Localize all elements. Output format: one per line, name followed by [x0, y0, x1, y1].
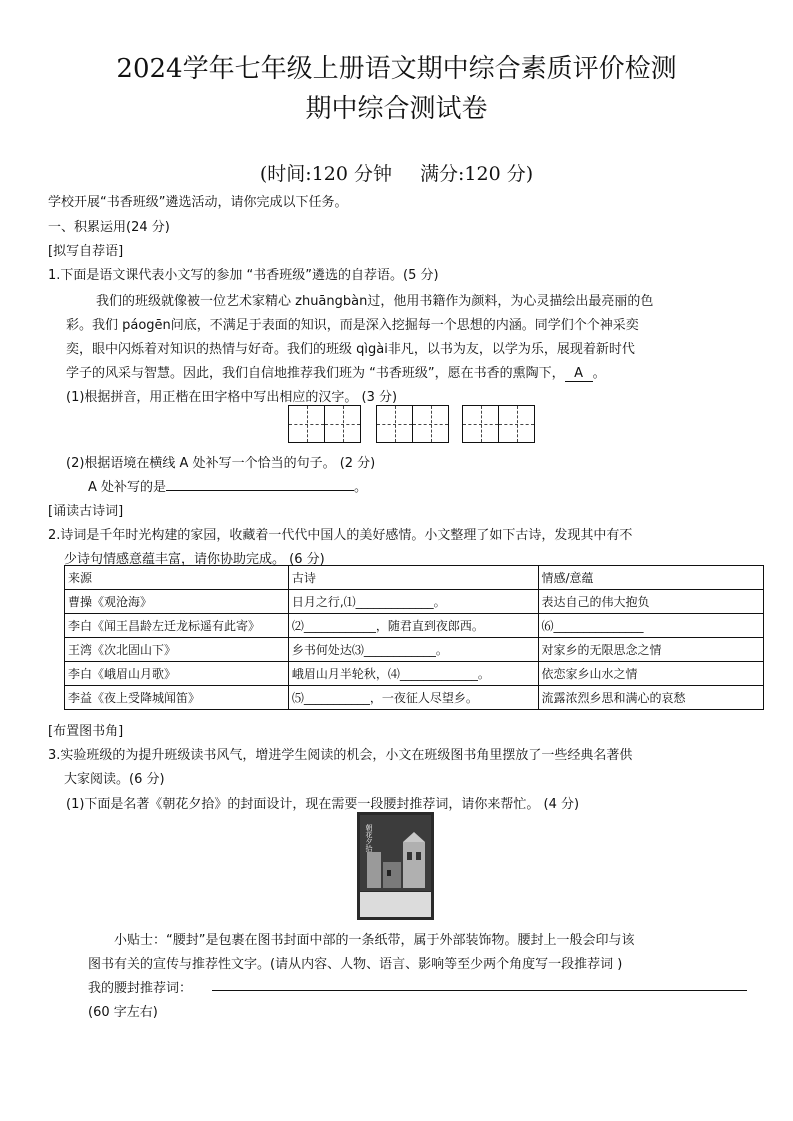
question-stem: 少诗句情感意蕴丰富，请你协助完成。 (6 分) — [64, 552, 325, 567]
tianzige-cell[interactable] — [463, 406, 498, 442]
table-cell[interactable]: 日月之行,⑴_____________。 — [288, 590, 538, 614]
answer-label: 我的腰封推荐词： — [88, 981, 193, 996]
table-cell: 李白《闻王昌龄左迁龙标遥有此寄》 — [65, 614, 289, 638]
table-row — [65, 590, 764, 614]
question-stem: 2.诗词是千年时光构建的家园，收藏着一代代中国人的美好感情。小文整理了如下古诗，发现其中有不 — [48, 528, 633, 543]
time-score-info — [0, 159, 793, 186]
question-stem: 3.实验班级的为提升班级读书风气，增进学生阅读的机会，小文在班级图书角里摆放了一些经典名著供 — [48, 748, 633, 763]
table-cell[interactable]: ⑵____________，随君直到夜郎西。 — [288, 614, 538, 638]
table-cell: 对家乡的无限思念之情 — [538, 638, 764, 662]
table-header: 古诗 — [288, 566, 538, 590]
tianzige-group[interactable] — [376, 405, 449, 443]
book-title-text: 朝花夕拾 — [365, 824, 373, 852]
subsection-label: [拟写自荐语] — [48, 244, 124, 259]
table-cell[interactable]: 乡书何处达⑶____________。 — [288, 638, 538, 662]
table-header: 情感/意蕴 — [538, 566, 764, 590]
table-cell: 依恋家乡山水之情 — [538, 662, 764, 686]
answer-blank[interactable] — [166, 477, 354, 491]
poem-table — [64, 565, 764, 710]
table-row — [65, 686, 764, 710]
subsection-label: [布置图书角] — [48, 724, 124, 739]
passage-line: 奕，眼中闪烁着对知识的热情与好奇。我们的班级 qìgài非凡，以书为友，以学为乐，展现着新时代 — [66, 342, 635, 357]
tianzige-cell[interactable] — [412, 406, 448, 442]
answer-end: 。 — [354, 480, 368, 495]
tianzige-cell[interactable] — [498, 406, 534, 442]
table-cell: 李白《峨眉山月歌》 — [65, 662, 289, 686]
passage-line — [66, 362, 606, 382]
table-header-row — [65, 566, 764, 590]
table-row — [65, 638, 764, 662]
book-cover-image — [357, 812, 434, 920]
table-cell: 流露浓烈乡思和满心的哀愁 — [538, 686, 764, 710]
tianzige-group[interactable] — [288, 405, 361, 443]
passage-text: 学子的风采与智慧。因此，我们自信地推荐我们班为 “书香班级”，愿在书香的熏陶下， — [66, 366, 565, 381]
recommendation-answer-line[interactable] — [212, 990, 747, 991]
intro-text: 学校开展“书香班级”遴选活动，请你完成以下任务。 — [48, 195, 348, 210]
answer-label: A 处补写的是 — [88, 480, 167, 495]
subsection-label: [诵读古诗词] — [48, 504, 124, 519]
table-cell: 曹操《观沧海》 — [65, 590, 289, 614]
tianzige-cell[interactable] — [377, 406, 412, 442]
table-cell: 王湾《次北固山下》 — [65, 638, 289, 662]
time-label: (时间:120 分钟 — [259, 163, 392, 185]
question-stem: 大家阅读。(6 分) — [64, 772, 165, 787]
tianzige-group[interactable] — [462, 405, 535, 443]
section-heading: 一、积累运用(24 分) — [48, 220, 170, 235]
table-cell[interactable]: ⑹_______________ — [538, 614, 764, 638]
table-row — [65, 614, 764, 638]
sub-question: (2)根据语境在横线 A 处补写一个恰当的句子。 (2 分) — [66, 456, 376, 471]
tianzige-cell[interactable] — [324, 406, 360, 442]
question-stem: 1.下面是语文课代表小文写的参加 “书香班级”遴选的自荐语。(5 分) — [48, 268, 439, 283]
tip-text: 小贴士：“腰封”是包裹在图书封面中部的一条纸带，属于外部装饰物。腰封上一般会印与该 — [114, 933, 635, 948]
exam-title: 2024学年七年级上册语文期中综合素质评价检测 — [116, 54, 677, 84]
exam-subtitle: 期中综合测试卷 — [305, 94, 488, 124]
passage-line: 我们的班级就像被一位艺术家精心 zhuāngbàn过，他用书籍作为颜料，为心灵描绘出最亮丽的色 — [96, 294, 654, 309]
tip-text: 图书有关的宣传与推荐性文字。(请从内容、人物、语言、影响等至少两个角度写一段推荐词 ) — [88, 957, 623, 972]
table-row — [65, 662, 764, 686]
sub-question: (1)根据拼音，用正楷在田字格中写出相应的汉字。 (3 分) — [66, 390, 398, 405]
tianzige-cell[interactable] — [289, 406, 324, 442]
sub-question: (1)下面是名著《朝花夕拾》的封面设计，现在需要一段腰封推荐词，请你来帮忙。 (4 分) — [66, 797, 580, 812]
answer-row — [88, 476, 367, 495]
table-cell: 李益《夜上受降城闻笛》 — [65, 686, 289, 710]
blank-a[interactable]: A — [565, 366, 593, 382]
table-cell: 表达自己的伟大抱负 — [538, 590, 764, 614]
table-cell[interactable]: ⑸___________，一夜征人尽望乡。 — [288, 686, 538, 710]
word-count-hint: (60 字左右) — [88, 1005, 158, 1020]
passage-end: 。 — [592, 366, 606, 381]
table-header: 来源 — [65, 566, 289, 590]
passage-line: 彩。我们 páogēn问底，不满足于表面的知识，而是深入挖掘每一个思想的内涵。同学们个个神采奕 — [66, 318, 639, 333]
score-label: 满分:120 分) — [420, 163, 534, 185]
table-cell[interactable]: 峨眉山月半轮秋，⑷_____________。 — [288, 662, 538, 686]
